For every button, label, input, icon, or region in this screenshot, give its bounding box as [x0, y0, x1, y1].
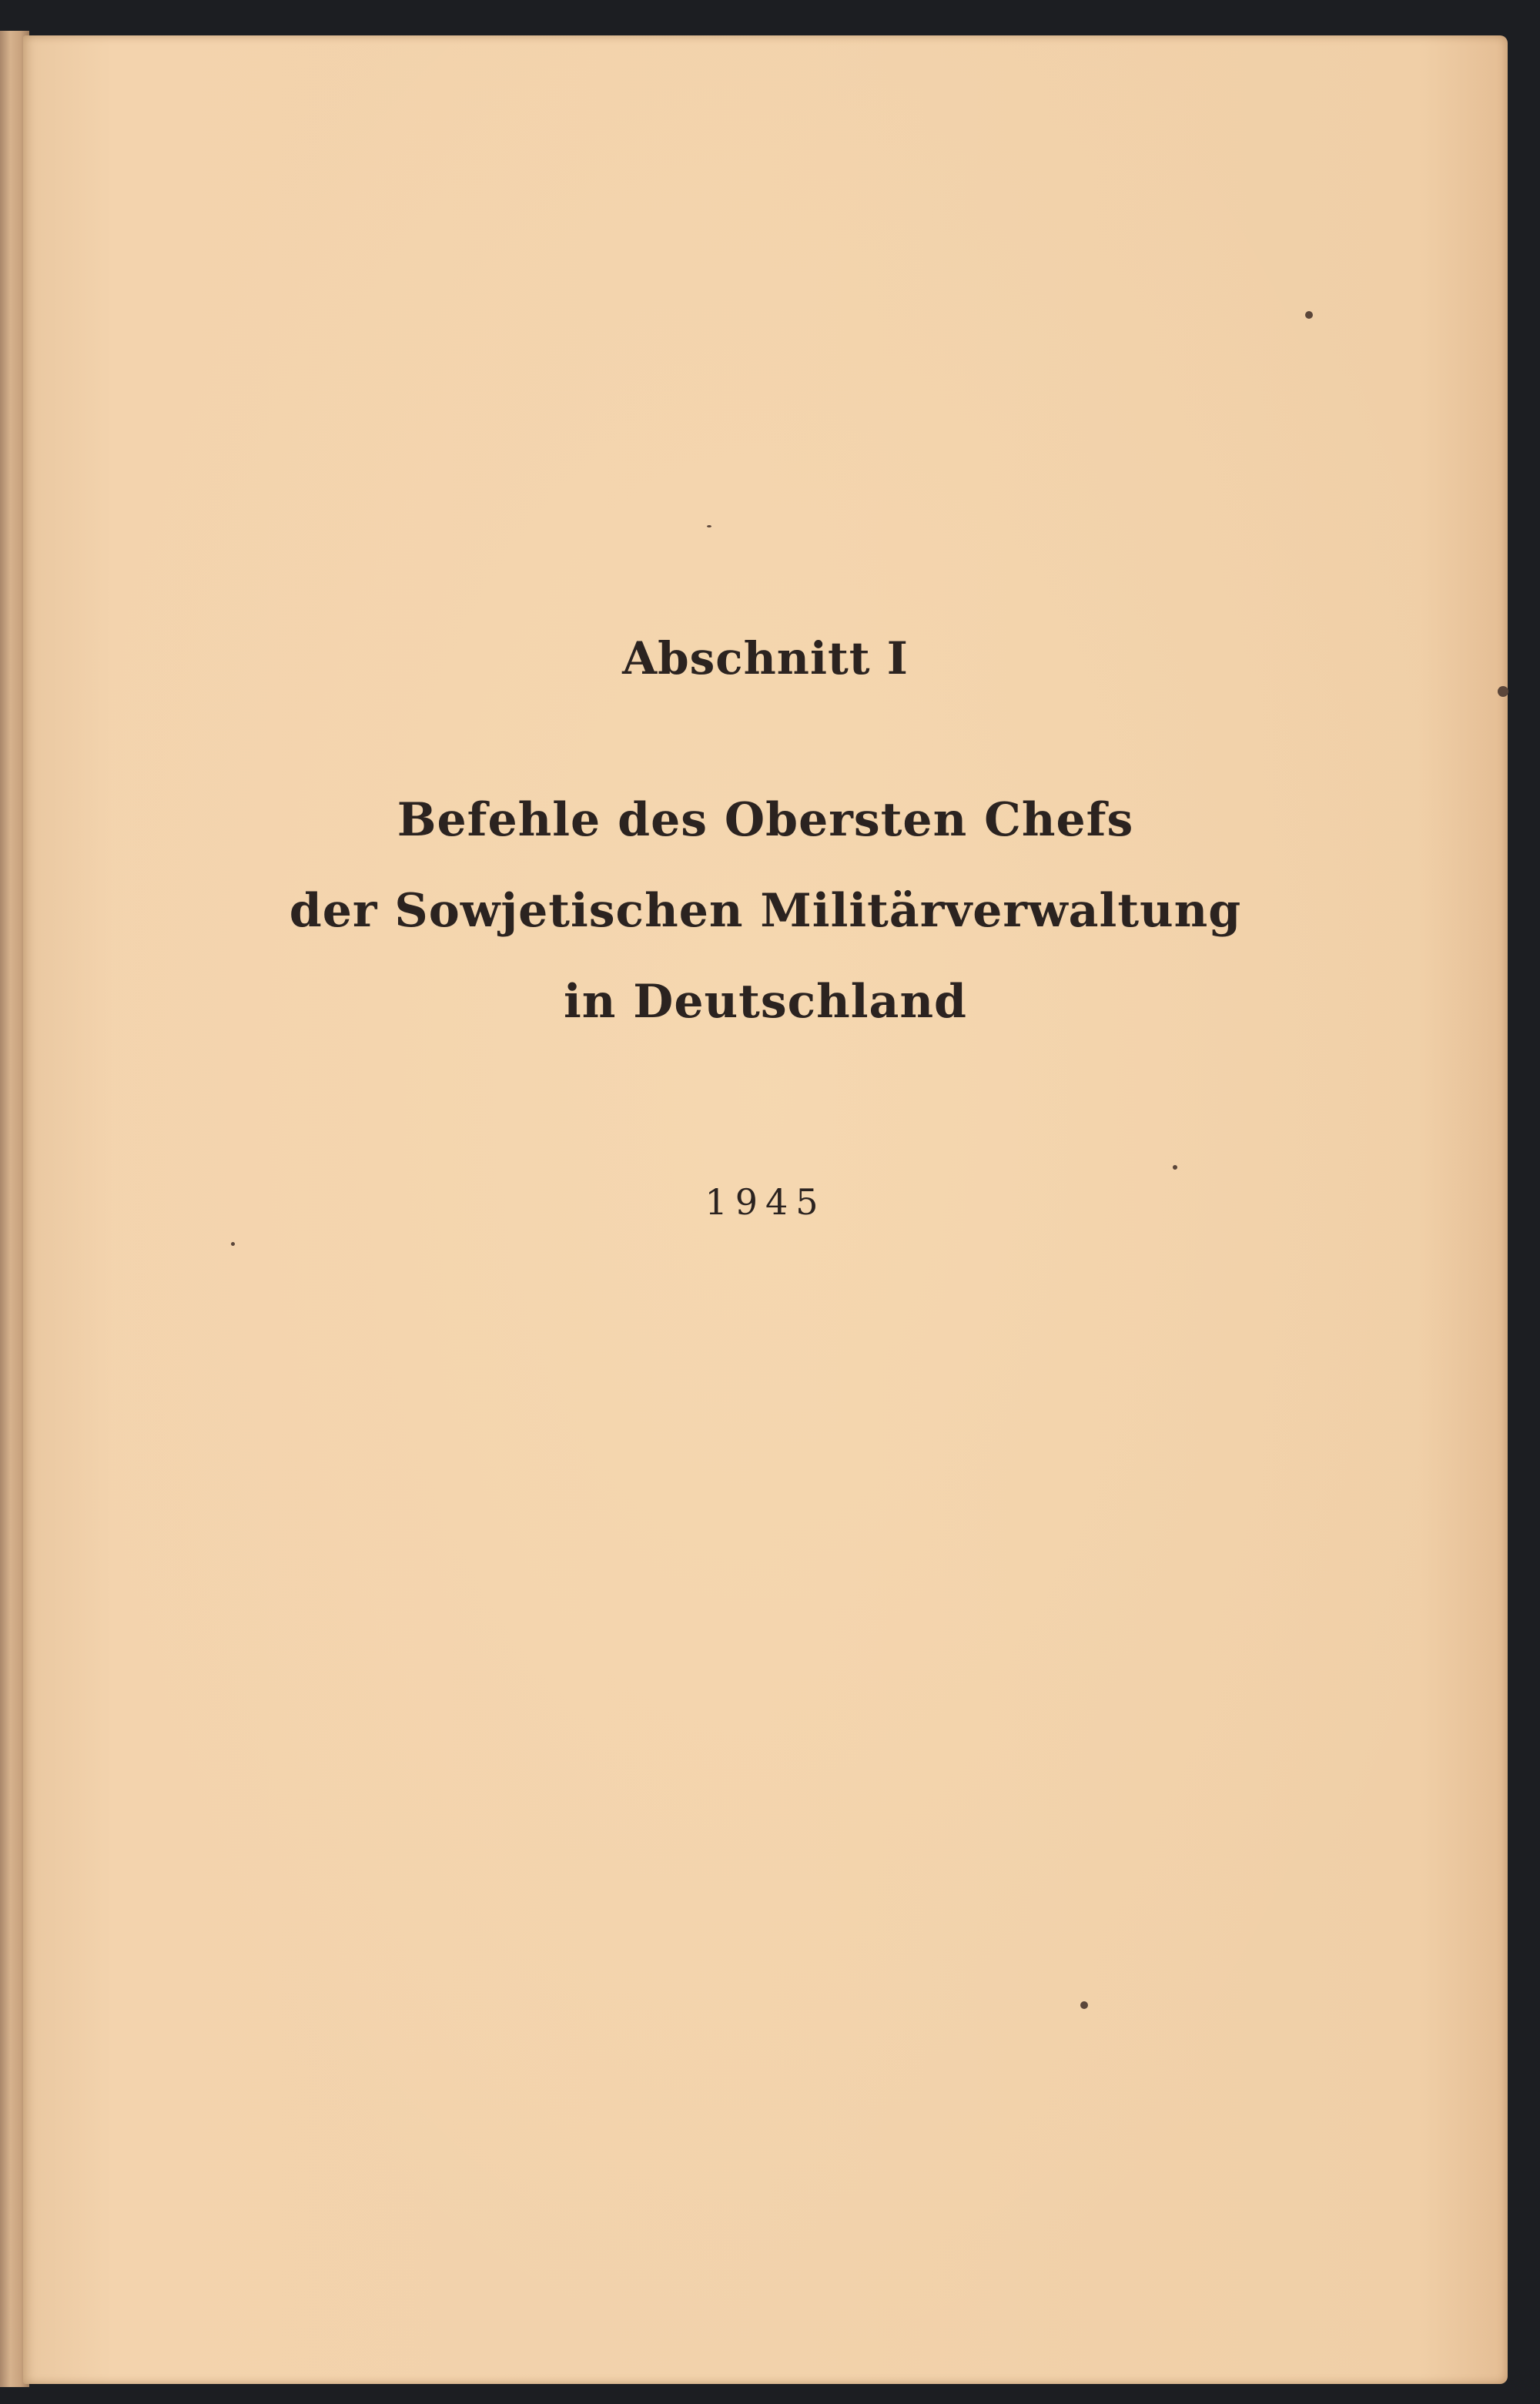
book-page	[23, 35, 1508, 2384]
page-title	[23, 775, 1508, 1047]
paper-speck	[707, 525, 711, 527]
paper-speck	[1173, 1165, 1177, 1170]
paper-speck	[1305, 311, 1313, 319]
paper-speck	[1498, 686, 1508, 697]
paper-speck	[231, 1242, 235, 1246]
title-line-1: Befehle des Obersten Chefs	[397, 793, 1134, 847]
title-line-2: der Sowjetischen Militärverwaltung	[289, 884, 1242, 938]
section-heading: Abschnitt I	[622, 632, 909, 685]
year-label: 1945	[705, 1181, 826, 1223]
title-line-3: in Deutschland	[563, 975, 968, 1029]
paper-speck	[1080, 2001, 1088, 2009]
